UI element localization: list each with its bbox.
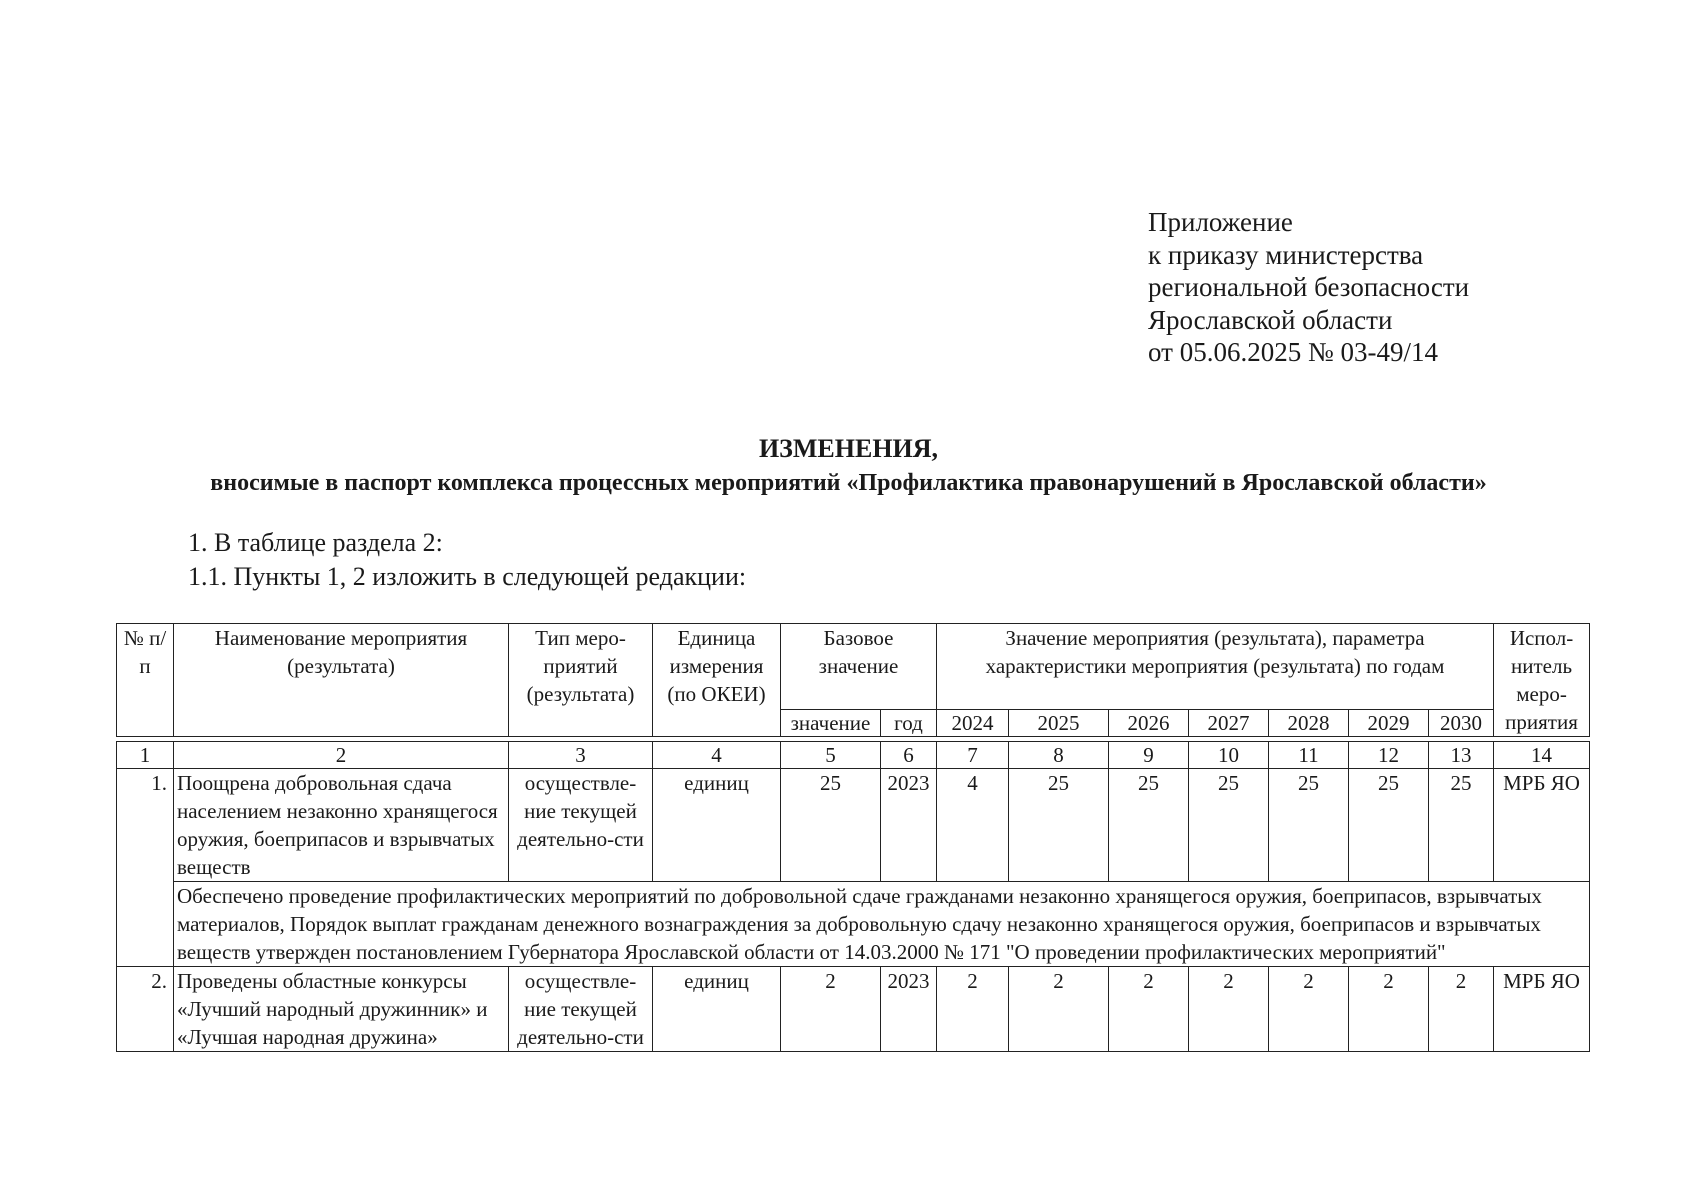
column-number: 7 — [937, 742, 1009, 769]
row-value: 2 — [1349, 967, 1429, 1052]
row-note: Обеспечено проведение профилактических мероприятий по добровольной сдаче гражданами незаконно хранящегося оружия, боеприпасов, взрывчатых материалов, Порядок выплат гражданам денежного вознаграждения за добровольную сдачу незаконно хранящегося оружия, боеприпасов и взрывчатых веществ утвержден постановлением Губернатора Ярославской области от 14.03.2000 № 171 "О проведении профилактических мероприятий" — [174, 882, 1590, 967]
row-value: 25 — [1429, 769, 1494, 882]
paragraph-1: 1. В таблице раздела 2: — [188, 528, 443, 557]
document-subtitle: вносимые в паспорт комплекса процессных мероприятий «Профилактика правонарушений в Ярославской области» — [210, 470, 1487, 496]
column-number: 3 — [509, 742, 653, 769]
row-value: 2 — [1009, 967, 1109, 1052]
table-row — [117, 769, 1590, 882]
column-number: 13 — [1429, 742, 1494, 769]
row-base-year: 2023 — [881, 769, 937, 882]
row-value: 2 — [1429, 967, 1494, 1052]
row-base-value: 2 — [781, 967, 881, 1052]
header-year: 2024 — [937, 710, 1009, 737]
row-base-value: 25 — [781, 769, 881, 882]
header-row — [117, 624, 1590, 710]
column-number: 4 — [653, 742, 781, 769]
column-number: 11 — [1269, 742, 1349, 769]
header-base-year: год — [881, 710, 937, 737]
table-row — [117, 967, 1590, 1052]
header-year: 2025 — [1009, 710, 1109, 737]
header-year: 2027 — [1189, 710, 1269, 737]
column-number: 8 — [1009, 742, 1109, 769]
row-name: Проведены областные конкурсы «Лучший народный дружинник» и «Лучшая народная дружина» — [174, 967, 509, 1052]
row-type: осуществле-ние текущей деятельно-сти — [509, 769, 653, 882]
column-number: 6 — [881, 742, 937, 769]
paragraph-2: 1.1. Пункты 1, 2 изложить в следующей редакции: — [188, 562, 747, 591]
measures-table — [116, 623, 1590, 1052]
column-number: 5 — [781, 742, 881, 769]
row-value: 25 — [1109, 769, 1189, 882]
column-number: 1 — [117, 742, 174, 769]
header-type: Тип меро-приятий (результата) — [509, 624, 653, 737]
column-number: 10 — [1189, 742, 1269, 769]
header-name: Наименование мероприятия (результата) — [174, 624, 509, 737]
appendix-line: региональной безопасности — [1148, 272, 1470, 302]
row-name: Поощрена добровольная сдача населением незаконно хранящегося оружия, боеприпасов и взрывчатых веществ — [174, 769, 509, 882]
header-year: 2028 — [1269, 710, 1349, 737]
row-value: 25 — [1009, 769, 1109, 882]
row-value: 25 — [1269, 769, 1349, 882]
row-value: 2 — [1189, 967, 1269, 1052]
row-unit: единиц — [653, 967, 781, 1052]
header-executor: Испол-нитель меро-приятия — [1494, 624, 1590, 737]
header-unit: Единица измерения (по ОКЕИ) — [653, 624, 781, 737]
row-value: 25 — [1189, 769, 1269, 882]
document-title: ИЗМЕНЕНИЯ, — [758, 434, 939, 463]
header-num: № п/п — [117, 624, 174, 737]
column-number: 14 — [1494, 742, 1590, 769]
row-num: 2. — [117, 967, 174, 1052]
appendix-line: Ярославской области — [1148, 304, 1393, 335]
row-value: 2 — [937, 967, 1009, 1052]
appendix-block — [1148, 206, 1469, 369]
table-note-row — [117, 882, 1590, 967]
row-value: 2 — [1109, 967, 1189, 1052]
header-base-value: значение — [781, 710, 881, 737]
header-base: Базовое значение — [781, 624, 937, 710]
row-num: 1. — [117, 769, 174, 967]
row-executor: МРБ ЯО — [1494, 769, 1590, 882]
appendix-line: от 05.06.2025 № 03-49/14 — [1148, 337, 1438, 367]
row-type: осуществле-ние текущей деятельно-сти — [509, 967, 653, 1052]
appendix-line: к приказу министерства — [1148, 239, 1424, 270]
column-number-row — [117, 742, 1590, 769]
header-year: 2030 — [1429, 710, 1494, 737]
row-value: 2 — [1269, 967, 1349, 1052]
row-value: 4 — [937, 769, 1009, 882]
appendix-line: Приложение — [1148, 207, 1293, 237]
column-number: 9 — [1109, 742, 1189, 769]
header-year: 2026 — [1109, 710, 1189, 737]
header-values-group: Значение мероприятия (результата), параметра характеристики мероприятия (результата) по годам — [937, 624, 1494, 710]
row-value: 25 — [1349, 769, 1429, 882]
row-base-year: 2023 — [881, 967, 937, 1052]
row-executor: МРБ ЯО — [1494, 967, 1590, 1052]
column-number: 2 — [174, 742, 509, 769]
header-year: 2029 — [1349, 710, 1429, 737]
column-number: 12 — [1349, 742, 1429, 769]
row-unit: единиц — [653, 769, 781, 882]
